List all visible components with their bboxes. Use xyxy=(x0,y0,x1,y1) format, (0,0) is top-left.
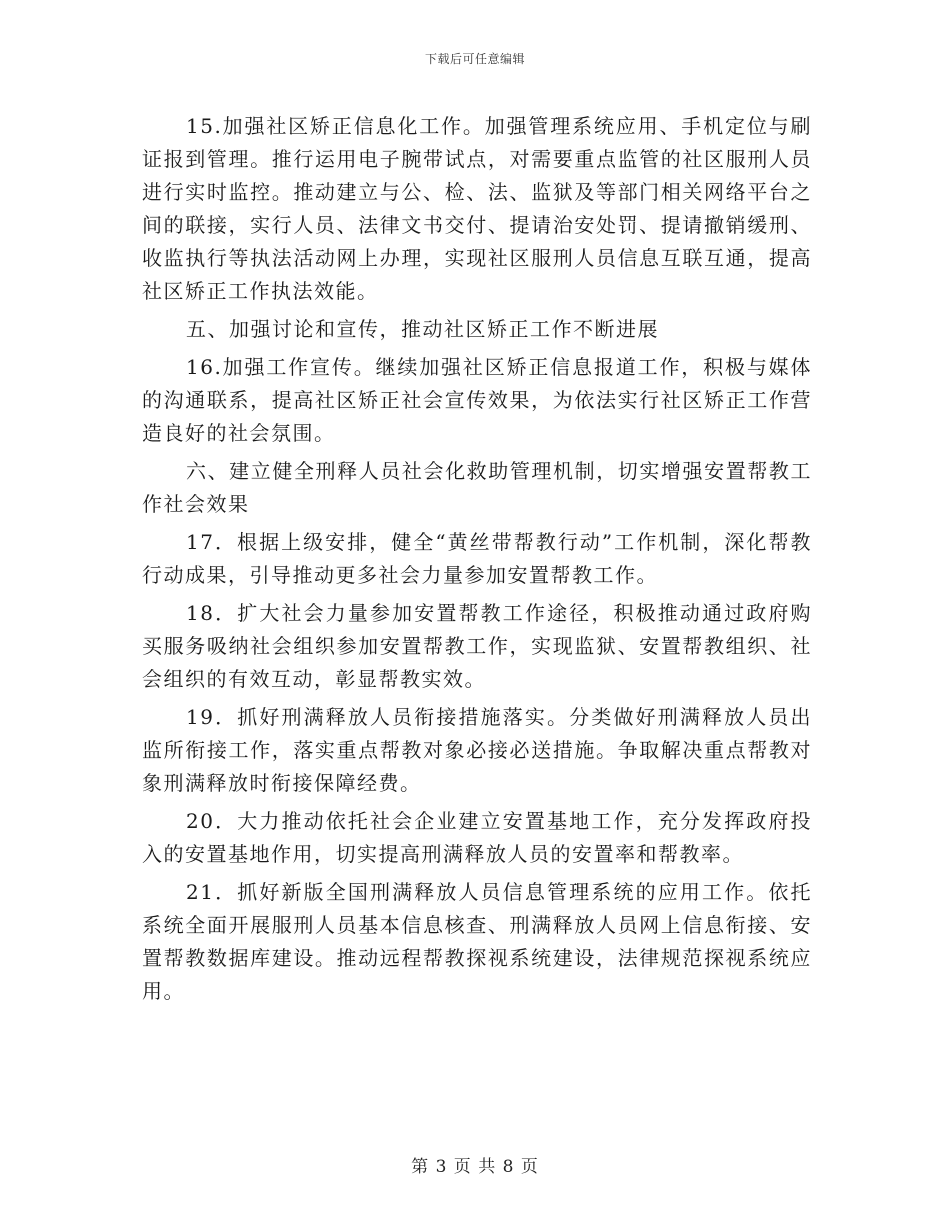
paragraph-18: 18．扩大社会力量参加安置帮教工作途径，积极推动通过政府购买服务吸纳社会组织参加安置帮教工作，实现监狱、安置帮教组织、社会组织的有效互动，彰显帮教实效。 xyxy=(142,601,812,691)
paragraph-15: 15.加强社区矫正信息化工作。加强管理系统应用、手机定位与刷证报到管理。推行运用电子腕带试点，对需要重点监管的社区服刑人员进行实时监控。推动建立与公、检、法、监狱及等部门相关网络平台之间的联接，实行人员、法律文书交付、提请治安处罚、提请撤销缓刑、收监执行等执法活动网上办理，实现社区服刑人员信息互联互通，提高社区矫正工作执法效能。 xyxy=(142,114,812,303)
page-number: 第 3 页 共 8 页 xyxy=(411,1157,539,1177)
paragraph-17: 17．根据上级安排，健全“黄丝带帮教行动”工作机制，深化帮教行动成果，引导推动更多社会力量参加安置帮教工作。 xyxy=(142,530,812,587)
paragraph-19: 19．抓好刑满释放人员衔接措施落实。分类做好刑满释放人员出监所衔接工作，落实重点帮教对象必接必送措施。争取解决重点帮教对象刑满释放时衔接保障经费。 xyxy=(142,705,812,795)
section-heading-5: 五、加强讨论和宣传，推动社区矫正工作不断进展 xyxy=(186,317,659,341)
document-body xyxy=(142,110,812,1013)
paragraph-21: 21．抓好新版全国刑满释放人员信息管理系统的应用工作。依托系统全面开展服刑人员基本信息核查、刑满释放人员网上信息衔接、安置帮教数据库建设。推动远程帮教探视系统建设，法律规范探视系统应用。 xyxy=(142,880,812,1003)
section-heading-6: 六、建立健全刑释人员社会化救助管理机制，切实增强安置帮教工作社会效果 xyxy=(142,459,812,516)
paragraph-20: 20．大力推动依托社会企业建立安置基地工作，充分发挥政府投入的安置基地作用，切实提高刑满释放人员的安置率和帮教率。 xyxy=(142,809,812,866)
paragraph-16: 16.加强工作宣传。继续加强社区矫正信息报道工作，积极与媒体的沟通联系，提高社区矫正社会宣传效果，为依法实行社区矫正工作营造良好的社会氛围。 xyxy=(142,355,812,445)
page-header: 下载后可任意编辑 xyxy=(424,52,525,66)
